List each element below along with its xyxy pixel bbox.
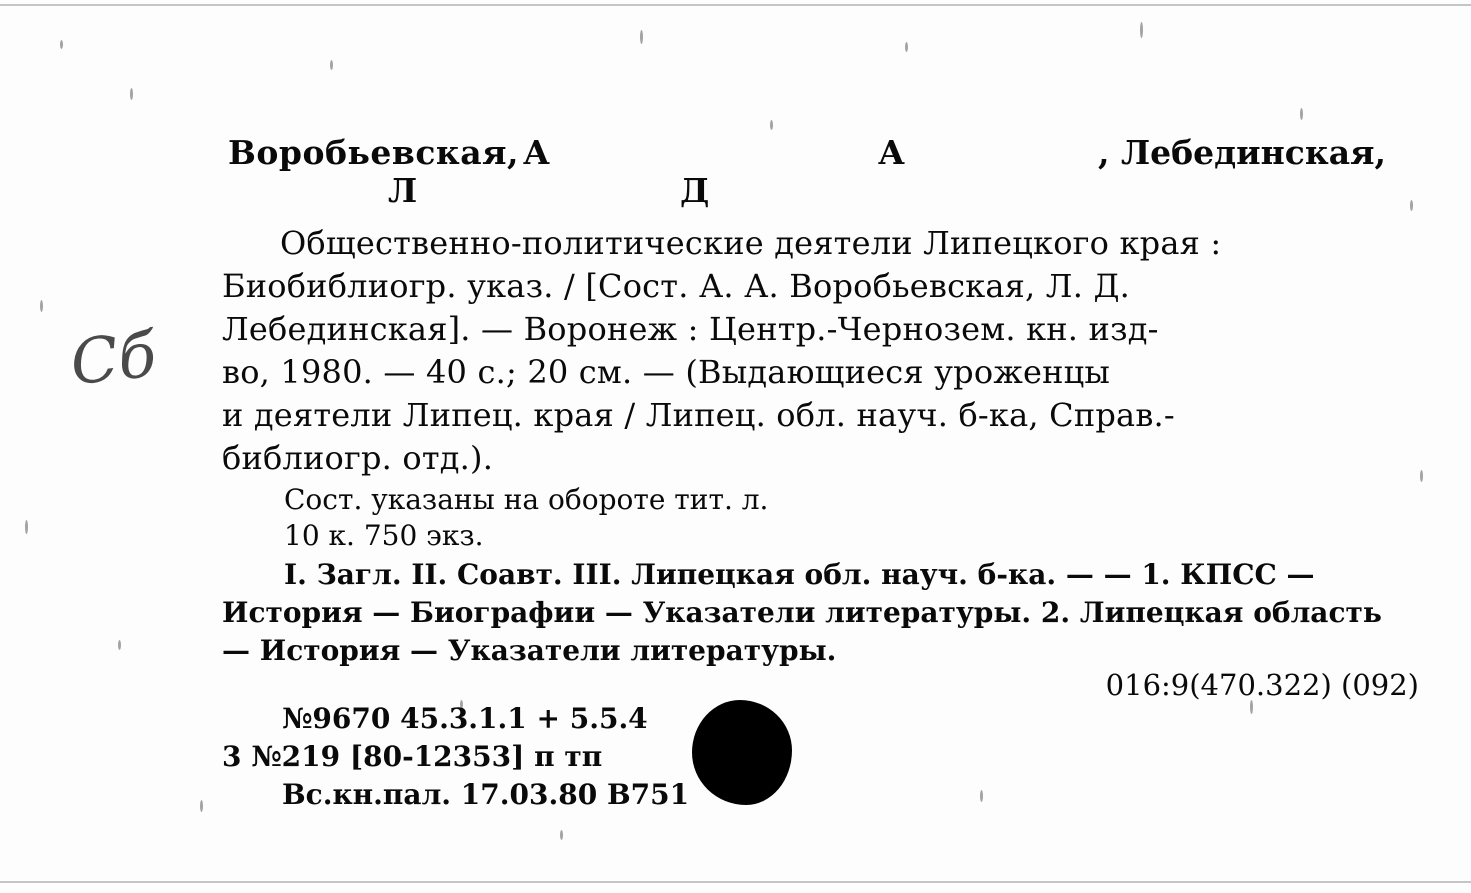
paper-speck — [1300, 108, 1303, 120]
author-initial-l: Л — [388, 171, 418, 210]
author-surname-primary: Воробьевская, — [228, 133, 519, 172]
paper-speck — [1140, 22, 1143, 38]
bibliographic-description — [222, 222, 1422, 480]
control-number-line: №9670 45.3.1.1 + 5.5.4 — [282, 702, 648, 735]
description-line: Общественно-политические деятели Липецкого края : — [280, 224, 1222, 262]
tracing-line: I. Загл. II. Соавт. III. Липецкая обл. науч. б-ка. — — 1. КПСС — — [284, 558, 1315, 591]
control-numbers-block — [222, 700, 922, 814]
paper-speck — [980, 790, 983, 802]
paper-speck — [25, 520, 28, 534]
paper-speck — [330, 60, 333, 70]
description-line: во, 1980. — 40 с.; 20 см. — (Выдающиеся уроженцы — [222, 353, 1111, 391]
description-line: библиогр. отд.). — [222, 439, 494, 477]
tracing-line: — История — Указатели литературы. — [222, 634, 837, 667]
paper-speck — [130, 88, 133, 100]
author-initial-a2: А — [878, 133, 905, 172]
tracing-line: История — Биографии — Указатели литературы. 2. Липецкая область — [222, 596, 1382, 629]
notes-block — [222, 482, 1432, 554]
control-number-line: 3 №219 [80-12353] п тп — [222, 740, 603, 773]
paper-speck — [118, 640, 121, 650]
card-bottom-rule — [0, 881, 1471, 883]
control-number-line: Вс.кн.пал. 17.03.80 В751 — [282, 778, 690, 811]
tracings-block — [222, 556, 1437, 670]
description-line: Лебединская]. — Воронеж : Центр.-Чернозем. кн. изд- — [222, 310, 1159, 348]
paper-speck — [905, 42, 908, 52]
card-heading — [228, 133, 1418, 213]
classification-number: 016:9(470.322) (092) — [1105, 668, 1419, 702]
paper-speck — [60, 40, 63, 49]
paper-speck — [40, 300, 43, 312]
description-line: Биобиблиогр. указ. / [Сост. А. А. Воробьевская, Л. Д. — [222, 267, 1131, 305]
paper-speck — [1250, 700, 1253, 714]
author-initial-d: Д — [680, 171, 710, 210]
author-surname-secondary: , Лебединская, — [1098, 133, 1386, 172]
paper-speck — [560, 830, 563, 840]
author-initial-a1: А — [523, 133, 550, 172]
card-top-rule — [0, 4, 1471, 6]
handwritten-shelf-mark: Сб — [67, 317, 160, 400]
note-line: 10 к. 750 экз. — [284, 519, 484, 552]
note-line: Сост. указаны на обороте тит. л. — [284, 483, 769, 516]
paper-speck — [770, 120, 773, 130]
paper-speck — [200, 800, 203, 812]
ink-blot-mark — [692, 700, 792, 805]
description-line: и деятели Липец. края / Липец. обл. науч. б-ка, Справ.- — [222, 396, 1175, 434]
paper-speck — [640, 30, 643, 44]
